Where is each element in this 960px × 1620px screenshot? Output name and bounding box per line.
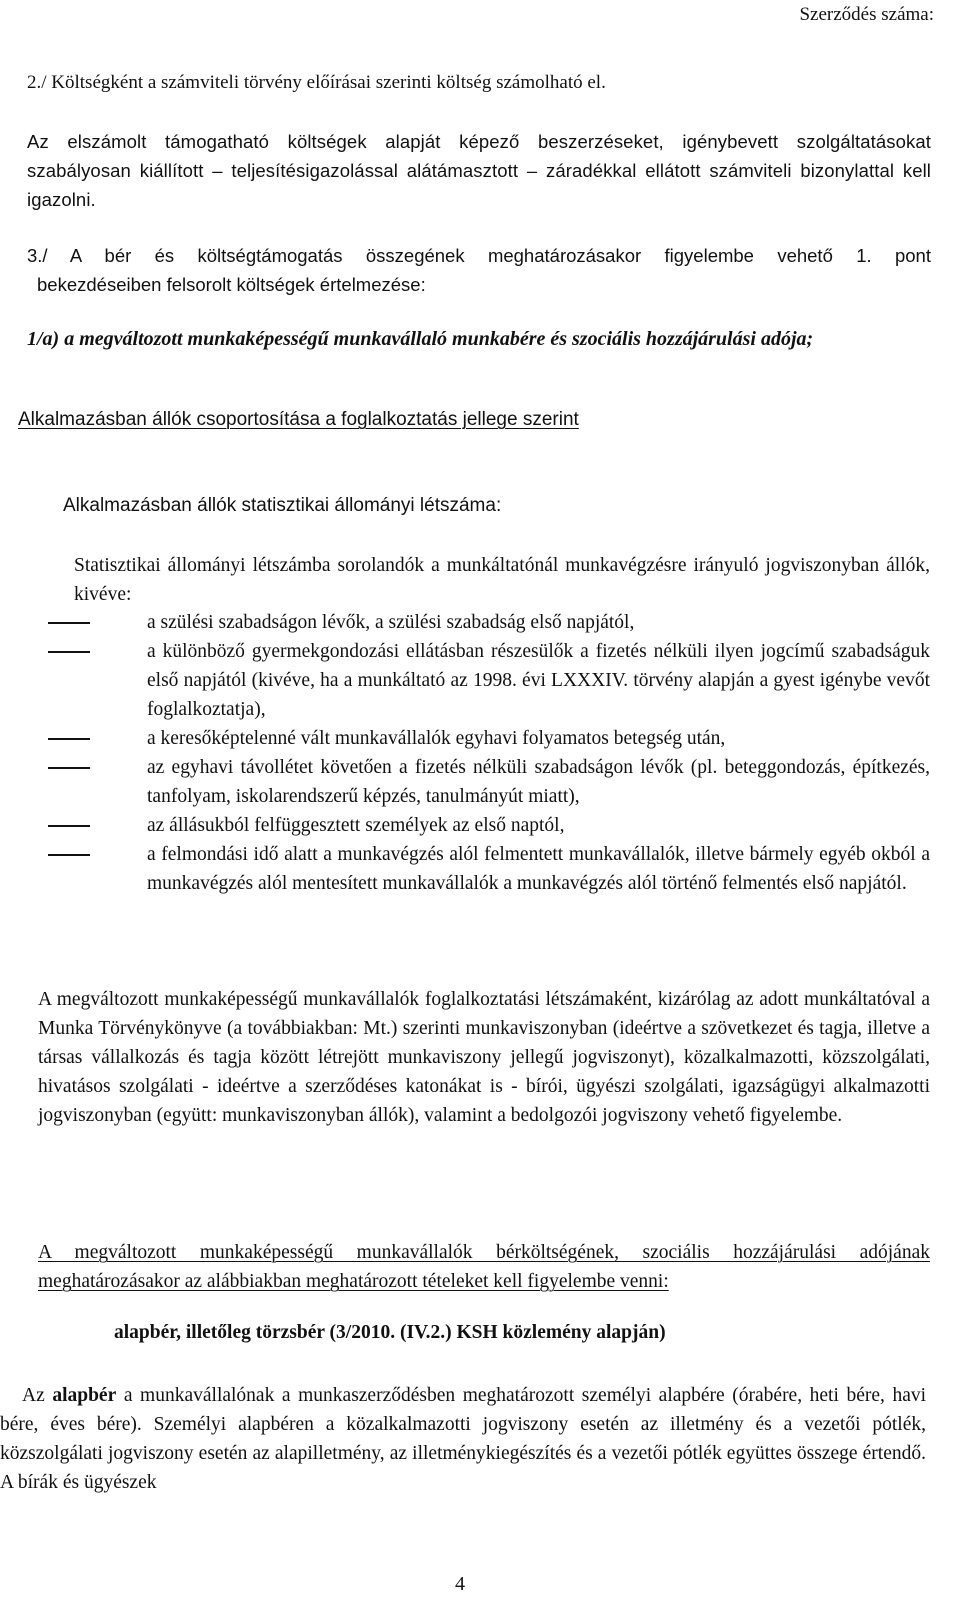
list-item-text: a keresőképtelenné vált munkavállalók egyhavi folyamatos betegség után, — [147, 728, 726, 749]
base-wage-paragraph — [0, 1381, 926, 1497]
dash-bullet — [48, 651, 90, 653]
dash-bullet — [48, 767, 90, 769]
list-item-text: a különböző gyermekgondozási ellátásban részesülők a fizetés nélküli ilyen jogcímű szabadságuk első napjától (kivéve, ha a munkáltató az 1998. évi LXXXIV. törvény alapján a gyest igénybe vevőt foglalkoztatja), — [147, 641, 930, 720]
section-2-paragraph: Az elszámolt támogatható költségek alapját képező beszerzéseket, igénybevett szolgáltatásokat szabályosan kiállított – teljesítésigazolással alátámasztott – záradékkal ellátott számviteli bizonylattal kell igazolni. — [27, 131, 931, 210]
base-wage-text-pre: Az — [22, 1385, 45, 1406]
list-item-text: az egyhavi távollétet követően a fizetés nélküli szabadságon lévők (pl. beteggondozás, építkezés, tanfolyam, iskolarendszerű képzés, tanulmányút miatt), — [147, 757, 930, 807]
dash-bullet — [48, 825, 90, 827]
contract-number-label: Szerződés száma: — [799, 4, 934, 25]
list-item-text: az állásukból felfüggesztett személyek az első naptól, — [147, 815, 565, 836]
section-2-title: 2./ Költségként a számviteli törvény előírásai szerinti költség számolható el. — [27, 72, 606, 93]
list-item — [48, 753, 930, 811]
headcount-paragraph: A megváltozott munkaképességű munkavállalók foglalkoztatási létszámaként, kizárólag az adott munkáltatóval a Munka Törvénykönyve (a továbbiakban: Mt.) szerinti munkaviszonyban (ideértve a szövetkezet és tagja, illetve a társas vállalkozás és tagja között létrejött munkaviszony jellegű jogviszonyt), közalkalmazotti, közszolgálati, hivatásos szolgálati - ideértve a szerződéses katonákat is - bírói, ügyészi szolgálati, igazságügyi alkalmazotti jogviszonyban (együtt: munkaviszonyban állók), valamint a bedolgozói jogviszony vehető figyelembe. — [38, 989, 930, 1126]
wage-costs-paragraph: A megváltozott munkaképességű munkavállalók bérköltségének, szociális hozzájárulási adójának meghatározásakor az alábbiakban meghatározott tételeket kell figyelembe venni: — [38, 1242, 930, 1292]
list-item — [48, 608, 930, 637]
dash-bullet — [48, 738, 90, 740]
list-item-text: a felmondási idő alatt a munkavégzés alól felmentett munkavállalók, illetve bármely egyéb okból a munkavégzés alól mentesített munkavállalók a munkavégzés alól történő felmentés első napjától. — [147, 844, 930, 894]
list-item-text: a szülési szabadságon lévők, a szülési szabadság első napjától, — [147, 612, 635, 633]
statistical-headcount-title: Alkalmazásban állók statisztikai állományi létszáma: — [63, 495, 502, 516]
section-3-line-1: 3./ A bér és költségtámogatás összegének meghatározásakor figyelembe vehető 1. pont — [27, 245, 931, 266]
list-item — [48, 840, 930, 898]
list-item — [48, 637, 930, 724]
exceptions-list — [48, 608, 930, 898]
list-item — [48, 724, 930, 753]
section-3-line-2: bekezdéseiben felsorolt költségek értelmezése: — [37, 274, 426, 295]
base-wage-text-post: a munkavállalónak a munkaszerződésben meghatározott személyi alapbére (órabére, heti bére, havi bére, éves bére). Személyi alapbéren a közalkalmazotti jogviszony esetén az illetmény és a vezetői pótlék, közszolgálati jogviszony esetén az alapilletmény, az illetménykiegészítés és a vezetői pótlék együttes összege értendő. A bírák és ügyészek — [0, 1385, 927, 1493]
statistical-headcount-text: Statisztikai állományi létszámba sorolandók a munkáltatónál munkavégzésre irányuló jogviszonyban állók, kivéve: — [74, 555, 930, 605]
base-wage-title: alapbér, illetőleg törzsbér (3/2010. (IV.2.) KSH közlemény alapján) — [114, 1322, 666, 1343]
base-wage-bold-term: alapbér — [52, 1385, 117, 1406]
point-1a-title: 1/a) a megváltozott munkaképességű munkavállaló munkabére és szociális hozzájárulási adója; — [27, 328, 814, 350]
dash-bullet — [48, 622, 90, 624]
dash-bullet — [48, 854, 90, 856]
page-number: 4 — [455, 1573, 465, 1595]
list-item — [48, 811, 930, 840]
grouping-title: Alkalmazásban állók csoportosítása a foglalkoztatás jellege szerint — [18, 409, 579, 430]
section-3-heading — [27, 241, 931, 299]
